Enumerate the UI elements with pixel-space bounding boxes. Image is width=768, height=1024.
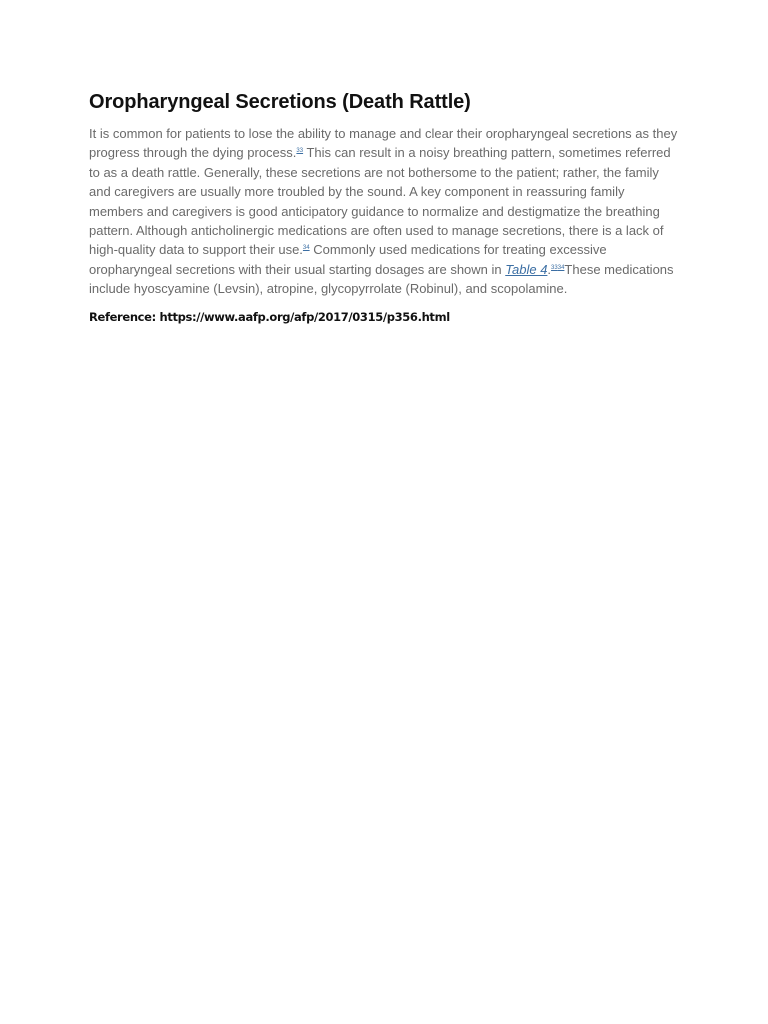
reference-line: Reference: https://www.aafp.org/afp/2017/0315/p356.html (89, 309, 450, 324)
article-content (89, 88, 681, 325)
paragraph-text: Commonly used medications for treating excessive oropharyngeal secretions with their usual starting dosages are shown in (89, 242, 607, 277)
paragraph-text: This can result in a noisy breathing pattern, sometimes referred to as a death rattle. Generally, these secretions are not bothersome to the patient; rather, the family and caregivers are usually more troubled by the sound. A key component in reassuring family members and caregivers is good anticipatory guidance to normalize and destigmatize the breathing pattern. Although anticholinergic medications are often used to manage secretions, there is a lack of high-quality data to support their use. (89, 145, 671, 258)
table-4-link[interactable]: Table 4 (505, 261, 548, 277)
citation-link-34[interactable]: 34 (302, 245, 310, 252)
section-heading: Oropharyngeal Secretions (Death Rattle) (89, 91, 471, 113)
citation-link-33[interactable]: 33 (296, 148, 304, 155)
citation-link-33[interactable]: 33 (551, 264, 558, 271)
citation-link-34[interactable]: 34 (557, 264, 565, 271)
paragraph-text: . (547, 261, 552, 277)
paragraph-text: These medications include hyoscyamine (Levsin), atropine, glycopyrrolate (Robinul), and scopolamine. (89, 261, 674, 297)
body-paragraph (89, 124, 681, 299)
paragraph-text: It is common for patients to lose the ability to manage and clear their oropharyngeal secretions as they progress through the dying process. (89, 126, 678, 161)
